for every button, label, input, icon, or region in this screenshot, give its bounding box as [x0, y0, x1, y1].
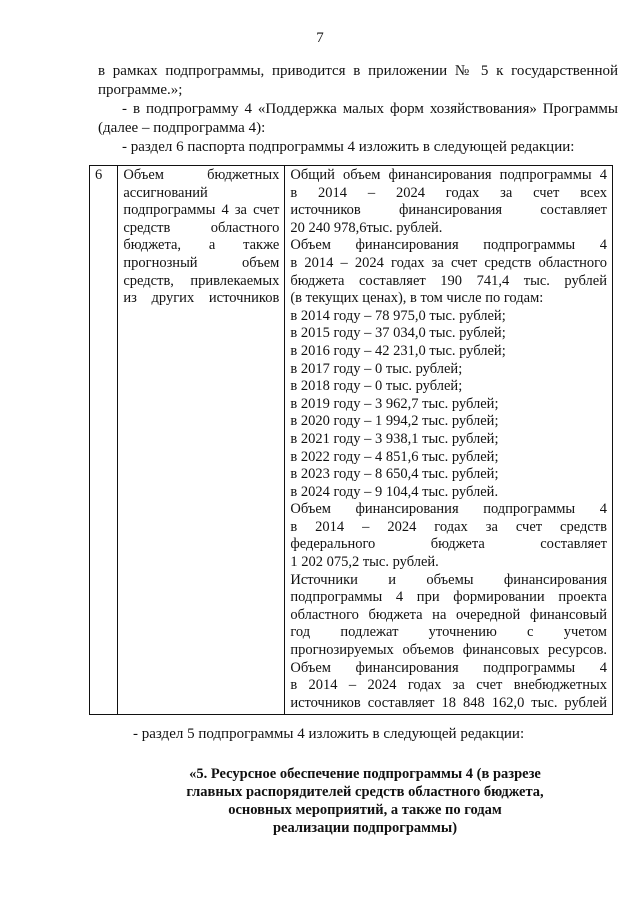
- intro-line-3: - раздел 6 паспорта подпрограммы 4 изложить в следующей редакции:: [122, 139, 575, 155]
- label-line: средств областного: [123, 219, 280, 236]
- content-line: бюджета составляет 190 741,4 тыс. рублей: [290, 272, 607, 289]
- content-line: федерального бюджета составляет: [290, 536, 607, 553]
- content-line: в 2014 – 2024 годах за счет всех: [290, 184, 607, 201]
- row-content: [285, 166, 613, 715]
- label-line: ассигнований: [123, 184, 208, 201]
- content-line: 1 202 075,2 тыс. рублей.: [290, 554, 439, 571]
- content-line: Объем финансирования подпрограммы 4: [290, 237, 607, 254]
- content-line: в 2018 году – 0 тыс. рублей;: [290, 378, 463, 395]
- content-line: 20 240 978,6тыс. рублей.: [290, 219, 443, 236]
- intro-line-1: в рамках подпрограммы, приводится в приложении № 5 к государственной программе.»;: [98, 63, 618, 98]
- section-5-instruction: - раздел 5 подпрограммы 4 изложить в следующей редакции:: [133, 726, 525, 742]
- content-line: в 2014 году – 78 975,0 тыс. рублей;: [290, 307, 506, 324]
- content-line: в 2014 – 2024 годах за счет внебюджетных: [290, 677, 607, 694]
- label-line: подпрограммы 4 за счет: [123, 202, 280, 219]
- content-line: в 2015 году – 37 034,0 тыс. рублей;: [290, 325, 506, 342]
- label-line: бюджета, а также: [123, 237, 280, 254]
- label-line: Объем бюджетных: [123, 167, 280, 183]
- intro-text: [98, 62, 618, 157]
- heading-line-1: «5. Ресурсное обеспечение подпрограммы 4 (в разрезе: [189, 766, 541, 782]
- content-line: в 2022 году – 4 851,6 тыс. рублей;: [290, 448, 499, 465]
- heading-line-3: основных мероприятий, а также по годам: [228, 802, 502, 818]
- label-line: средств, привлекаемых: [123, 272, 280, 289]
- content-line: в 2020 году – 1 994,2 тыс. рублей;: [290, 413, 499, 430]
- heading-line-4: реализации подпрограммы): [272, 820, 458, 836]
- section-heading: [160, 765, 570, 837]
- passport-table: [89, 165, 613, 715]
- page-number: 7: [316, 30, 324, 46]
- content-line: в 2016 году – 42 231,0 тыс. рублей;: [290, 342, 506, 359]
- intro-line-2: - в подпрограмму 4 «Поддержка малых форм хозяйствования» Программы (далее – подпрограмма 4):: [98, 101, 618, 136]
- content-line: в 2014 – 2024 годах за счет средств областного: [290, 254, 607, 271]
- content-line: прогнозируемых объемов финансовых ресурсов.: [290, 642, 607, 659]
- content-line: в 2024 году – 9 104,4 тыс. рублей.: [290, 483, 499, 500]
- table-row: [90, 166, 613, 715]
- content-line: в 2021 году – 3 938,1 тыс. рублей;: [290, 430, 499, 447]
- row-number: 6: [90, 166, 118, 715]
- row-label: [118, 166, 285, 715]
- label-line: из других источников: [123, 290, 280, 307]
- content-line: подпрограммы 4 при формировании проекта: [290, 589, 607, 606]
- content-line: в 2017 году – 0 тыс. рублей;: [290, 360, 463, 377]
- content-line: (в текущих ценах), в том числе по годам:: [290, 290, 544, 307]
- content-line: в 2014 – 2024 годах за счет средств: [290, 518, 607, 535]
- content-line: Общий объем финансирования подпрограммы 4: [290, 167, 607, 183]
- label-line: прогнозный объем: [123, 254, 280, 271]
- content-line: областного бюджета на очередной финансовый: [290, 606, 607, 623]
- content-line: источников финансирования составляет: [290, 202, 607, 219]
- content-line: Объем финансирования подпрограммы 4: [290, 501, 607, 518]
- content-line: в 2019 году – 3 962,7 тыс. рублей;: [290, 395, 499, 412]
- content-line: источников составляет 18 848 162,0 тыс. рублей: [290, 694, 607, 711]
- content-line: Источники и объемы финансирования: [290, 571, 607, 588]
- content-line: в 2023 году – 8 650,4 тыс. рублей;: [290, 466, 499, 483]
- heading-line-2: главных распорядителей средств областного бюджета,: [186, 784, 544, 800]
- content-line: год подлежат уточнению с учетом: [290, 624, 607, 641]
- content-line: Объем финансирования подпрограммы 4: [290, 659, 607, 676]
